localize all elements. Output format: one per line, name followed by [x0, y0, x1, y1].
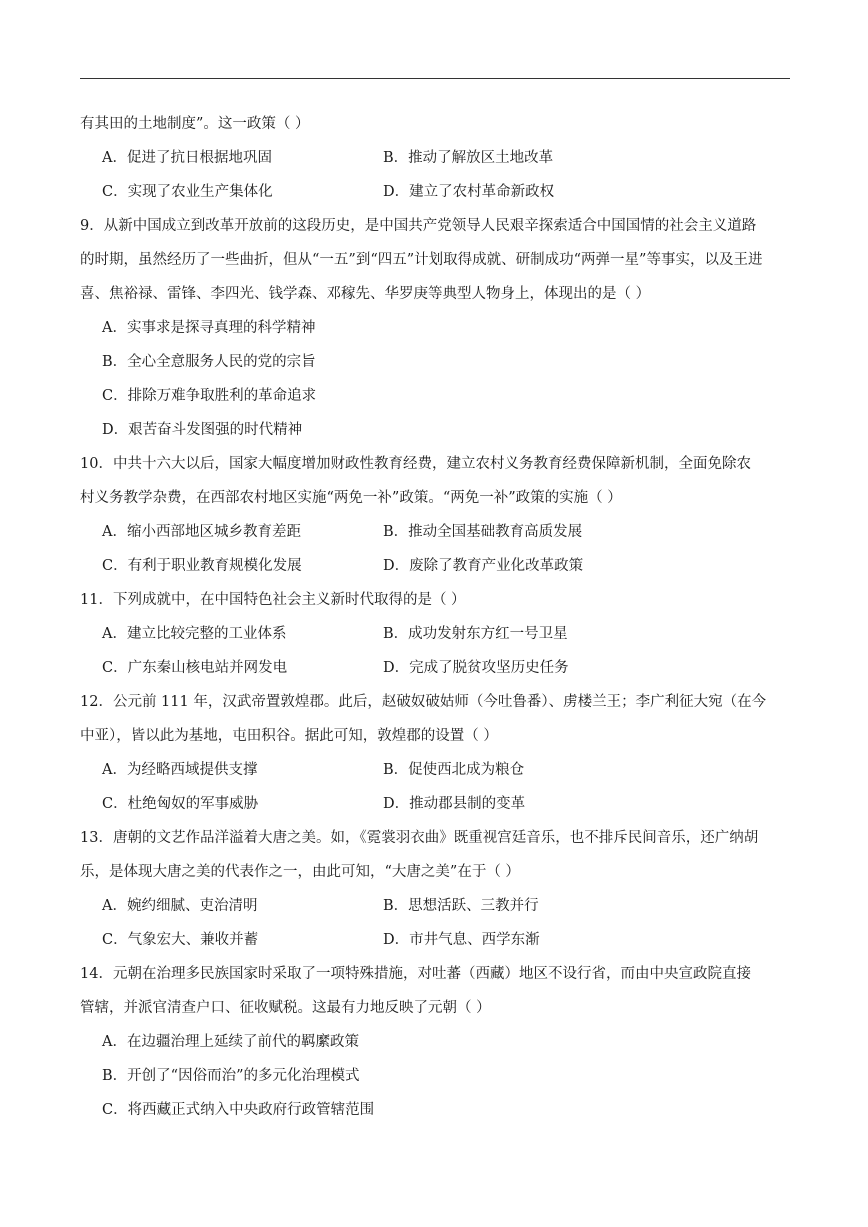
- q10-stem-line-1: 10．中共十六大以后，国家大幅度增加财政性教育经费，建立农村义务教育经费保障新机制，全面免除农: [80, 456, 751, 472]
- q10-option-c: C．有利于职业教育规模化发展: [102, 558, 302, 574]
- q11-option-b: B．成功发射东方红一号卫星: [383, 626, 568, 642]
- q11-option-c: C．广东秦山核电站并网发电: [102, 660, 288, 676]
- q9-option-d: D．艰苦奋斗发图强的时代精神: [102, 422, 303, 438]
- q11-option-d: D．完成了脱贫攻坚历史任务: [383, 660, 569, 676]
- q8-option-a: A．促进了抗日根据地巩固: [102, 150, 272, 166]
- q13-option-d: D．市井气息、西学东渐: [383, 932, 540, 948]
- q8-option-c: C．实现了农业生产集体化: [102, 184, 273, 200]
- q12-stem-line-1: 12．公元前 111 年，汉武帝置敦煌郡。此后，赵破奴破姑师（今吐鲁番）、虏楼兰王；李广利征大宛（在今: [80, 694, 767, 710]
- q8-stem-tail: 有其田的土地制度”。这一政策（ ）: [80, 116, 310, 132]
- q8-option-d: D．建立了农村革命新政权: [383, 184, 555, 200]
- q12-option-a: A．为经略西域提供支撑: [102, 762, 258, 778]
- q12-option-d: D．推动郡县制的变革: [383, 796, 526, 812]
- q12-option-b: B．促使西北成为粮仓: [383, 762, 525, 778]
- q10-option-a: A．缩小西部地区城乡教育差距: [102, 524, 301, 540]
- q13-option-a: A．婉约细腻、吏治清明: [102, 898, 258, 914]
- q14-option-a: A．在边疆治理上延续了前代的羁縻政策: [102, 1034, 359, 1050]
- header-rule: [80, 78, 790, 79]
- q14-option-c: C．将西藏正式纳入中央政府行政管辖范围: [102, 1102, 375, 1118]
- q9-stem-line-2: 的时期，虽然经历了一些曲折，但从“一五”到“四五”计划取得成就、研制成功“两弹一星”等事实，以及王进: [80, 252, 763, 268]
- q11-option-a: A．建立比较完整的工业体系: [102, 626, 287, 642]
- q11-stem-line-1: 11．下列成就中，在中国特色社会主义新时代取得的是（ ）: [80, 592, 466, 608]
- q14-stem-line-2: 管辖，并派官清查户口、征收赋税。这最有力地反映了元朝（ ）: [80, 1000, 491, 1016]
- q9-stem-line-1: 9．从新中国成立到改革开放前的这段历史，是中国共产党领导人民艰辛探索适合中国国情的社会主义道路: [80, 218, 757, 234]
- q9-option-c: C．排除万难争取胜利的革命追求: [102, 388, 317, 404]
- q13-option-b: B．思想活跃、三教并行: [383, 898, 539, 914]
- q10-option-d: D．废除了教育产业化改革政策: [383, 558, 584, 574]
- q9-option-a: A．实事求是探寻真理的科学精神: [102, 320, 316, 336]
- q9-option-b: B．全心全意服务人民的党的宗旨: [102, 354, 316, 370]
- q10-option-b: B．推动全国基础教育高质发展: [383, 524, 583, 540]
- q10-stem-line-2: 村义务教学杂费，在西部农村地区实施“两免一补”政策。“两免一补”政策的实施（ ）: [80, 490, 622, 506]
- q12-option-c: C．杜绝匈奴的军事威胁: [102, 796, 259, 812]
- q12-stem-line-2: 中亚），皆以此为基地，屯田积谷。据此可知，敦煌郡的设置（ ）: [80, 728, 498, 744]
- q8-option-b: B．推动了解放区土地改革: [383, 150, 554, 166]
- q14-option-b: B．开创了“因俗而治”的多元化治理模式: [102, 1068, 360, 1084]
- q14-stem-line-1: 14．元朝在治理多民族国家时采取了一项特殊措施，对吐蕃（西藏）地区不设行省，而由中央宣政院直接: [80, 966, 751, 982]
- q13-stem-line-2: 乐，是体现大唐之美的代表作之一，由此可知，“大唐之美”在于（ ）: [80, 864, 520, 880]
- q13-stem-line-1: 13．唐朝的文艺作品洋溢着大唐之美。如，《霓裳羽衣曲》既重视宫廷音乐，也不排斥民间音乐，还广纳胡: [80, 830, 759, 846]
- q9-stem-line-3: 喜、焦裕禄、雷锋、李四光、钱学森、邓稼先、华罗庚等典型人物身上，体现出的是（ ）: [80, 286, 651, 302]
- q13-option-c: C．气象宏大、兼收并蓄: [102, 932, 259, 948]
